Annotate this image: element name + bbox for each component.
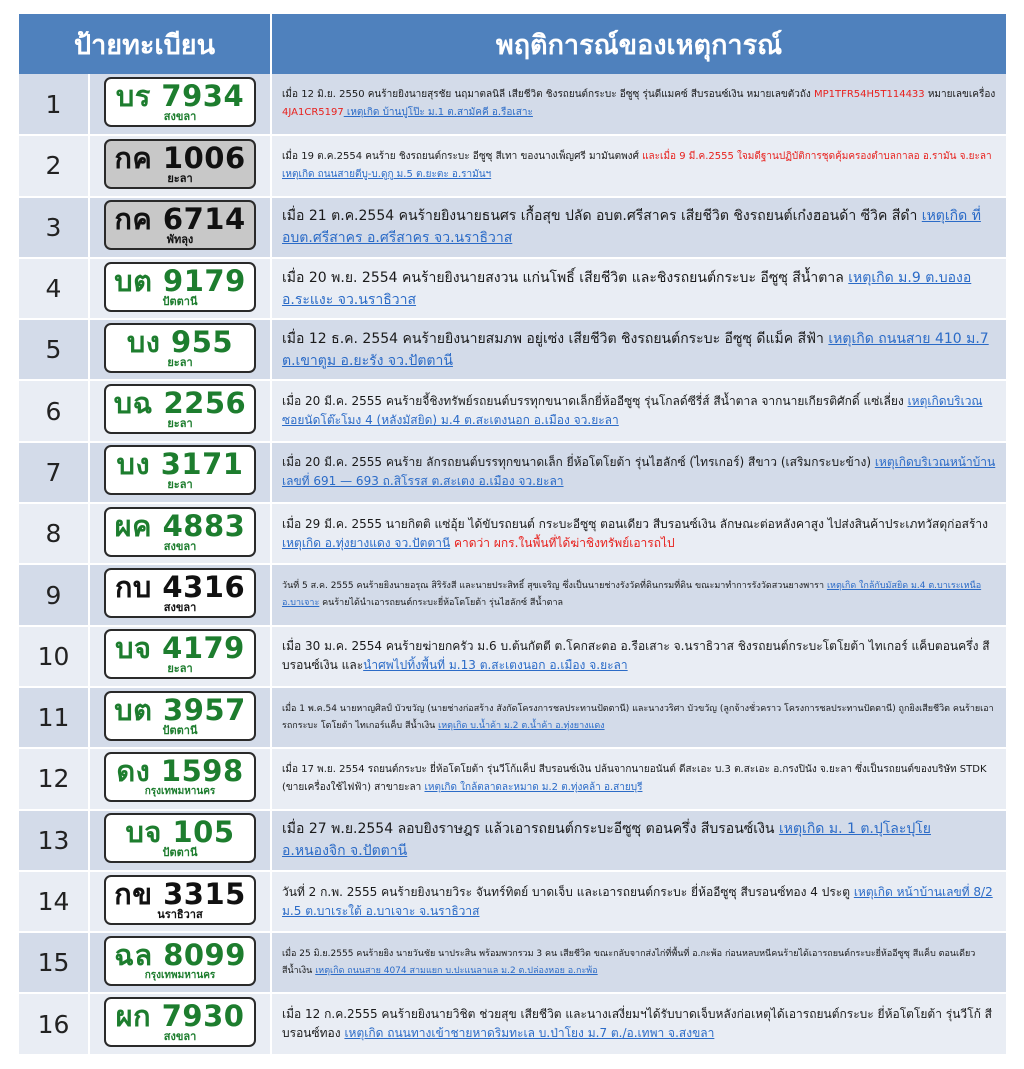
license-plate bbox=[104, 752, 256, 802]
event-text: เมื่อ 12 ธ.ค. 2554 คนร้ายยิงนายสมภพ อยู่เซ่ง เสียชีวิต ชิงรถยนต์กระบะ อีซูซุ ดีแม็ค สีฟ้า bbox=[282, 330, 829, 347]
table-row bbox=[19, 319, 1006, 380]
event-text: เมื่อ 21 ต.ค.2554 คนร้ายยิงนายธนศร เกื้อสุข ปลัด อบต.ศรีสาคร เสียชีวิต ชิงรถยนต์เก๋งฮอนด้า ซีวิค สีดำ bbox=[282, 208, 922, 225]
event-description bbox=[271, 135, 1006, 196]
table-row bbox=[19, 442, 1006, 503]
event-text: เมื่อ 12 ก.ค.2555 คนร้ายยิงนายวิชิต ช่วยสุข เสียชีวิต และนางเสงี่ยมฯได้รับบาดเจ็บหลังก่อเหตุได้เอารถยนต์กระบะ ยี่ห้อโตโยต้า รุ่นวีโก้ สีบรอนซ์ทอง bbox=[282, 1007, 992, 1041]
table-row bbox=[19, 810, 1006, 871]
location-link[interactable]: เหตุเกิด ถนนสาย 410 ม.7 ต.เขาตูม อ.ยะรัง จว.ปัตตานี bbox=[282, 330, 989, 369]
event-text: วันที่ 5 ส.ค. 2555 คนร้ายยิงนายอรุณ สิริรังสี และนายประสิทธิ์ สุขเจริญ ซึ่งเป็นนายช่างรังวัดที่ดินกรมที่ดิน ขณะมาทำการรังวัดสวนยางพารา bbox=[282, 581, 827, 592]
license-plate bbox=[104, 875, 256, 925]
table-row bbox=[19, 197, 1006, 258]
event-text: เมื่อ 20 มี.ค. 2555 คนร้าย ลักรถยนต์บรรทุกขนาดเล็ก ยี่ห้อโตโยต้า รุ่นไฮลักซ์ (ไทรเกอร์) สีขาว (เสริมกระบะข้าง) bbox=[282, 455, 875, 470]
license-plate bbox=[104, 936, 256, 986]
plate-cell bbox=[89, 748, 271, 809]
row-number: 2 bbox=[19, 135, 89, 196]
event-text: เมื่อ 12 มิ.ย. 2550 คนร้ายยิงนายสุรชัย นฤมาตลนิลี เสียชีวิต ชิงรถยนต์กระบะ อีซูซุ รุ่นดีแมคซ์ สีบรอนซ์เงิน หมายเลขตัวถัง bbox=[282, 89, 814, 101]
row-number: 8 bbox=[19, 503, 89, 564]
license-plate bbox=[104, 629, 256, 679]
event-description bbox=[271, 442, 1006, 503]
plate-province: นราธิวาส bbox=[157, 907, 203, 921]
plate-number: บง 955 bbox=[126, 324, 234, 359]
row-number: 12 bbox=[19, 748, 89, 809]
plate-number: บง 3171 bbox=[116, 447, 244, 482]
plate-province: ยะลา bbox=[167, 662, 193, 676]
plate-cell bbox=[89, 74, 271, 135]
event-text: เมื่อ 25 มิ.ย.2555 คนร้ายยิง นายวันชัย นาประสิน พร้อมพวกรวม 3 คน เสียชีวิต ขณะกลับจากส่งไก่ที่พื้นที่ อ.กะพ้อ ก่อนหลบหนีคนร้ายได้เอารถยนต์กระบะยี่ห้ออีซูซุ สีแค็บ ตอนเดียว สีน้ำเงิน bbox=[282, 948, 976, 976]
plate-cell bbox=[89, 564, 271, 625]
plate-cell bbox=[89, 319, 271, 380]
plate-province: พัทลุง bbox=[166, 233, 194, 247]
plate-province: กรุงเทพมหานคร bbox=[144, 785, 216, 797]
license-plate bbox=[104, 77, 256, 127]
plate-cell bbox=[89, 258, 271, 319]
license-plate bbox=[104, 691, 256, 741]
location-link[interactable]: เหตุเกิด ม.9 ต.บองอ อ.ระแงะ จว.นราธิวาส bbox=[282, 269, 972, 308]
license-plate bbox=[104, 568, 256, 618]
event-text: เมื่อ 30 ม.ค. 2554 คนร้ายฆ่ายกครัว ม.6 บ.ต้นกัตตี ต.โคกสะตอ อ.รือเสาะ จ.นราธิวาส ชิงรถยนต์กระบะโตโยต้า ไทเกอร์ แค็บตอนครึ่ง สีบรอนซ์เงิน และ bbox=[282, 639, 990, 673]
license-plate bbox=[104, 813, 256, 863]
table-header bbox=[19, 14, 1006, 74]
incident-table-wrapper bbox=[19, 14, 1006, 1056]
row-number: 10 bbox=[19, 626, 89, 687]
plate-number: กค 1006 bbox=[114, 140, 246, 175]
location-link[interactable]: เหตุเกิด บ.น้ำค้า ม.2 ต.น้ำค้า อ.ทุ่งยางแดง bbox=[438, 720, 605, 731]
event-text: หมายเลขเครื่อง bbox=[924, 89, 996, 101]
plate-number: กข 3315 bbox=[114, 876, 246, 911]
table-row bbox=[19, 503, 1006, 564]
row-number: 16 bbox=[19, 993, 89, 1054]
plate-province: กรุงเทพมหานคร bbox=[144, 969, 216, 981]
event-description bbox=[271, 197, 1006, 258]
plate-cell bbox=[89, 993, 271, 1054]
vehicle-detail-highlight: 4JA1CR5197 bbox=[282, 107, 344, 119]
plate-province: ยะลา bbox=[167, 355, 193, 369]
plate-province: สงขลา bbox=[163, 601, 197, 615]
header-event: พฤติการณ์ของเหตุการณ์ bbox=[271, 14, 1006, 74]
location-link[interactable]: เหตุเกิด ถนนสาย 4074 สามแยก บ.ปะแนลาแล ม.2 ต.ปล่องหอย อ.กะพ้อ bbox=[315, 965, 598, 976]
plate-number: บต 3957 bbox=[114, 692, 246, 727]
license-plate bbox=[104, 384, 256, 434]
table-body bbox=[19, 74, 1006, 1055]
event-description bbox=[271, 810, 1006, 871]
location-link[interactable]: เหตุเกิด อ.ทุ่งยางแดง จว.ปัตตานี bbox=[282, 535, 451, 550]
plate-province: สงขลา bbox=[163, 1030, 197, 1044]
table-row bbox=[19, 993, 1006, 1054]
plate-number: บจ 105 bbox=[125, 815, 235, 850]
event-description bbox=[271, 871, 1006, 932]
row-number: 14 bbox=[19, 871, 89, 932]
license-plate bbox=[104, 200, 256, 250]
event-text: เมื่อ 20 มี.ค. 2555 คนร้ายจี้ชิงทรัพย์รถยนต์บรรทุกขนาดเล็กยี่ห้ออีซูซุ รุ่นโกลด์ซีรี่ส์ สีน้ำตาล จากนายเกียรติศักดิ์ แซ่เลี่ยง bbox=[282, 394, 908, 409]
row-number: 9 bbox=[19, 564, 89, 625]
row-number: 4 bbox=[19, 258, 89, 319]
event-text: เมื่อ 19 ต.ค.2554 คนร้าย ชิงรถยนต์กระบะ อีซูซุ สีเทา ของนางเพ็ญศรี มามันตพงศ์ bbox=[282, 150, 639, 162]
plate-cell bbox=[89, 442, 271, 503]
plate-number: ผก 7930 bbox=[115, 999, 245, 1034]
location-link[interactable]: เหตุเกิด ใกล้กับมัสยิด ม.4 ต.บาเระเหนือ อ.บาเจาะ bbox=[282, 581, 982, 609]
plate-cell bbox=[89, 197, 271, 258]
event-description bbox=[271, 380, 1006, 441]
vehicle-detail-highlight: และเมื่อ 9 มี.ค.2555 ใจมดีฐานปฏิบัติการชุดคุ้มครองตำบลกาลอ อ.รามัน จ.ยะลา bbox=[638, 150, 992, 162]
location-link[interactable]: เหตุเกิด ที่ อบต.ศรีสาคร อ.ศรีสาคร จว.นราธิวาส bbox=[282, 208, 981, 247]
plate-province: สงขลา bbox=[163, 110, 197, 124]
plate-number: ดง 1598 bbox=[116, 753, 244, 788]
plate-number: กบ 4316 bbox=[114, 570, 246, 605]
plate-cell bbox=[89, 135, 271, 196]
plate-province: ปัตตานี bbox=[162, 846, 198, 860]
table-row bbox=[19, 564, 1006, 625]
event-description bbox=[271, 932, 1006, 993]
table-row bbox=[19, 748, 1006, 809]
plate-province: ยะลา bbox=[167, 478, 193, 492]
plate-cell bbox=[89, 810, 271, 871]
event-description bbox=[271, 74, 1006, 135]
location-link[interactable]: เหตุเกิดบริเวณ ซอยนัดโต๊ะโมง 4 (หลังมัสยิด) ม.4 ต.สะเตงนอก อ.เมือง จว.ยะลา bbox=[282, 394, 983, 428]
event-description bbox=[271, 503, 1006, 564]
location-link[interactable]: เหตุเกิด หน้าบ้านเลขที่ 8/2 ม.5 ต.บาเระใต้ อ.บาเจาะ จ.นราธิวาส bbox=[282, 884, 993, 918]
event-description bbox=[271, 993, 1006, 1054]
event-text: เมื่อ 29 มี.ค. 2555 นายกิตติ แซ่อุ้ย ได้ขับรถยนต์ กระบะอีซูซุ ตอนเดียว สีบรอนซ์เงิน ลักษณะต่อหลังคาสูง ไปส่งสินค้าประเภทวัสดุก่อสร้าง bbox=[282, 516, 989, 531]
plate-number: บต 9179 bbox=[114, 263, 246, 298]
location-link[interactable]: เหตุเกิด บ้านปูโป๊ะ ม.1 ต.สามัคคี อ.รือเสาะ bbox=[343, 107, 533, 119]
event-description bbox=[271, 258, 1006, 319]
plate-cell bbox=[89, 626, 271, 687]
license-plate bbox=[104, 445, 256, 495]
plate-number: บจ 4179 bbox=[115, 631, 245, 666]
row-number: 15 bbox=[19, 932, 89, 993]
location-link[interactable]: เหตุเกิด ถนนทางเข้าชายหาดริมทะเล บ.ป่าโยง ม.7 ต./อ.เทพา จ.สงขลา bbox=[344, 1026, 715, 1041]
plate-province: ปัตตานี bbox=[162, 294, 198, 308]
plate-number: ผค 4883 bbox=[114, 508, 246, 543]
header-plate: ป้ายทะเบียน bbox=[19, 14, 271, 74]
table-row bbox=[19, 135, 1006, 196]
event-text: คนร้ายได้นำเอารถยนต์กระบะยี่ห้อโตโยต้า รุ่นไฮลักซ์ สีน้ำตาล bbox=[319, 598, 564, 609]
table-row bbox=[19, 380, 1006, 441]
location-link[interactable]: เหตุเกิด ม. 1 ต.ปุโละปุโย อ.หนองจิก จ.ปัตตานี bbox=[282, 821, 931, 860]
license-plate bbox=[104, 139, 256, 189]
table-row bbox=[19, 871, 1006, 932]
plate-cell bbox=[89, 687, 271, 748]
license-plate bbox=[104, 262, 256, 312]
event-text: เมื่อ 17 พ.ย. 2554 รถยนต์กระบะ ยี่ห้อโตโยต้า รุ่นวีโก้แค็ป สีบรอนซ์เงิน ปล้นจากนายอนันต์ ดีสะเอะ บ.3 ต.สะเอะ อ.กรงปินัง จ.ยะลา ซึ่งเป็นรถยนต์ของบริษัท STDK (ขายเครื่องใช้ไฟฟ้า) สาขายะลา bbox=[282, 763, 987, 793]
plate-number: บฉ 2256 bbox=[113, 386, 247, 421]
location-link[interactable]: นำศพไปทิ้งพื้นที่ ม.13 ต.สะเตงนอก อ.เมือง จ.ยะลา bbox=[363, 658, 628, 673]
plate-number: ฉล 8099 bbox=[114, 937, 246, 972]
plate-number: บร 7934 bbox=[115, 79, 245, 114]
plate-number: กค 6714 bbox=[114, 202, 246, 237]
table-row bbox=[19, 74, 1006, 135]
row-number: 5 bbox=[19, 319, 89, 380]
location-link[interactable]: เหตุเกิด ใกล้ตลาดละหมาด ม.2 ต.ทุ่งคล้า อ.สายบุรี bbox=[424, 781, 643, 793]
event-description bbox=[271, 687, 1006, 748]
row-number: 3 bbox=[19, 197, 89, 258]
plate-cell bbox=[89, 380, 271, 441]
row-number: 1 bbox=[19, 74, 89, 135]
license-plate bbox=[104, 997, 256, 1047]
event-description bbox=[271, 564, 1006, 625]
location-link[interactable]: เหตุเกิด ถนนสายตีบู-บ.ดูกู ม.5 ต.ยะตะ อ.รามันฯ bbox=[282, 168, 492, 180]
location-link[interactable]: เหตุเกิดบริเวณหน้าบ้านเลขที่ 691 — 693 ถ.สิโรรส ต.สะเตง อ.เมือง จว.ยะลา bbox=[282, 455, 996, 489]
row-number: 11 bbox=[19, 687, 89, 748]
event-text: เมื่อ 1 พ.ค.54 นายหาญศิลป์ บัวขวัญ (นายช่างก่อสร้าง สังกัดโครงการชลประทานปัตตานี) และนางวริศา บัวขวัญ (ลูกจ้างชั่วคราว โครงการชลประทานปัตตานี) ถูกยิงเสียชีวิต คนร้ายเอารถกระบะ โตโยต้า ไทเกอร์แค็บ สีน้ำเงิน bbox=[282, 703, 994, 731]
event-description bbox=[271, 319, 1006, 380]
event-text: วันที่ 2 ก.พ. 2555 คนร้ายยิงนายวิระ จันทร์ทิตย์ บาดเจ็บ และเอารถยนต์กระบะ ยี่ห้ออีซูซุ สีบรอนซ์ทอง 4 ประตู bbox=[282, 884, 854, 899]
plate-cell bbox=[89, 871, 271, 932]
plate-province: ปัตตานี bbox=[162, 723, 198, 737]
event-text: เมื่อ 20 พ.ย. 2554 คนร้ายยิงนายสงวน แก่นโพธิ์ เสียชีวิต และชิงรถยนต์กระบะ อีซูซุ สีน้ำตาล bbox=[282, 269, 849, 286]
row-number: 6 bbox=[19, 380, 89, 441]
table-row bbox=[19, 687, 1006, 748]
vehicle-detail-highlight: MP1TFR54H5T114433 bbox=[813, 89, 925, 101]
plate-province: สงขลา bbox=[163, 539, 197, 553]
plate-cell bbox=[89, 503, 271, 564]
plate-cell bbox=[89, 932, 271, 993]
row-number: 7 bbox=[19, 442, 89, 503]
table-row bbox=[19, 258, 1006, 319]
table-row bbox=[19, 626, 1006, 687]
event-description bbox=[271, 626, 1006, 687]
plate-province: ยะลา bbox=[167, 417, 193, 431]
plate-province: ยะลา bbox=[167, 171, 193, 185]
event-text: เมื่อ 27 พ.ย.2554 ลอบยิงราษฎร แล้วเอารถยนต์กระบะอีซูซุ ตอนครึ่ง สีบรอนซ์เงิน bbox=[282, 821, 779, 838]
license-plate bbox=[104, 507, 256, 557]
vehicle-detail-highlight: คาดว่า ผกร.ในพื้นที่ได้ฆ่าชิงทรัพย์เอารถไป bbox=[450, 535, 675, 550]
license-plate bbox=[104, 323, 256, 373]
row-number: 13 bbox=[19, 810, 89, 871]
event-description bbox=[271, 748, 1006, 809]
incident-table bbox=[19, 14, 1006, 1056]
table-row bbox=[19, 932, 1006, 993]
